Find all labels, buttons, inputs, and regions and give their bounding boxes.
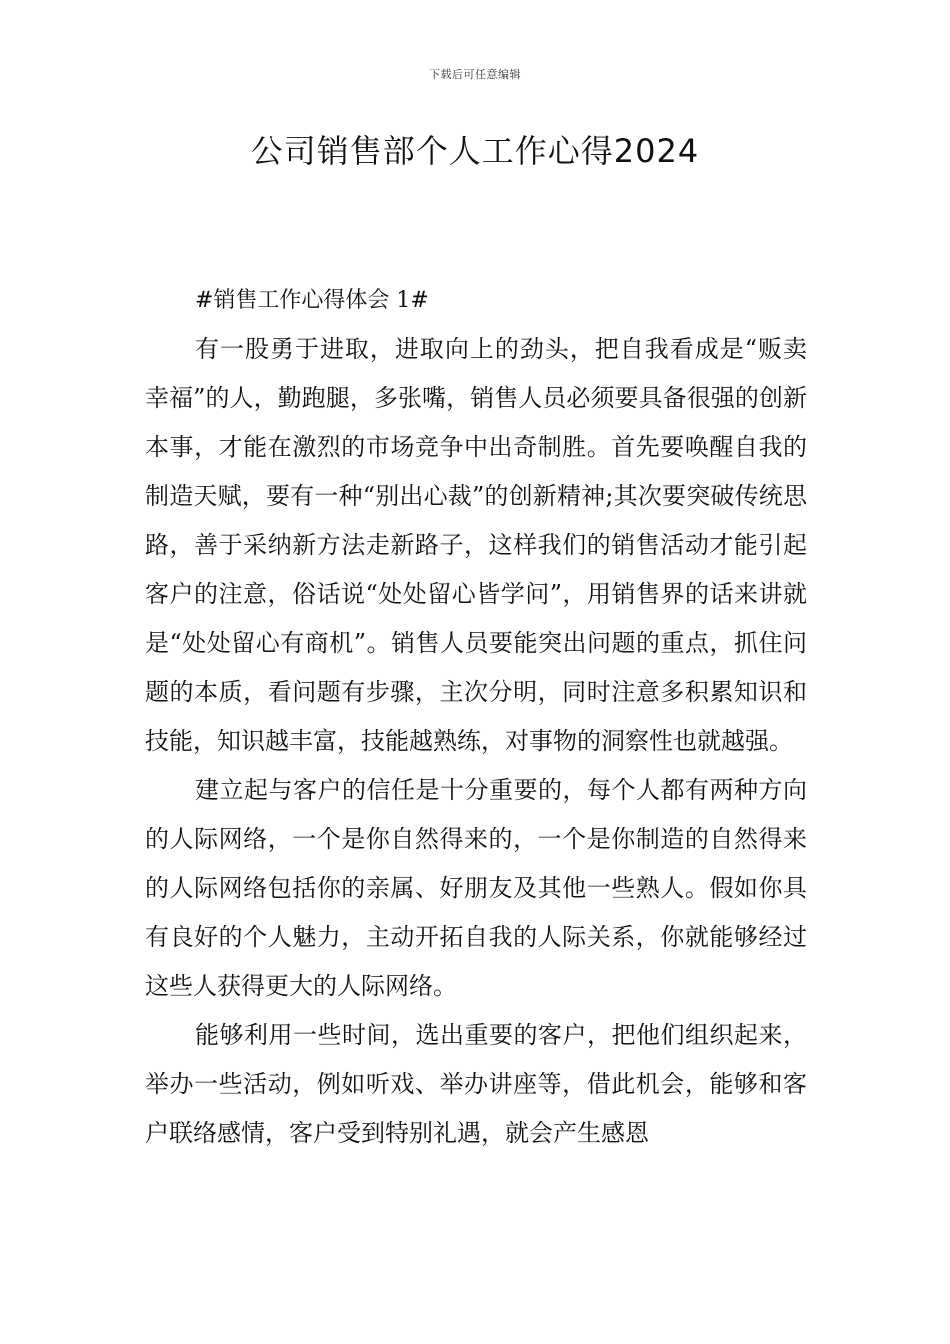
paragraph-1: 有一股勇于进取，进取向上的劲头，把自我看成是“贩卖幸福”的人，勤跑腿，多张嘴，销售人员必须要具备很强的创新本事，才能在激烈的市场竞争中出奇制胜。首先要唤醒自我的制造天赋，要有一种“别出心裁”的创新精神;其次要突破传统思路，善于采纳新方法走新路子，这样我们的销售活动才能引起客户的注意，俗话说“处处留心皆学问”，用销售界的话来讲就是“处处留心有商机”。销售人员要能突出问题的重点，抓住问题的本质，看问题有步骤，主次分明，同时注意多积累知识和技能，知识越丰富，技能越熟练，对事物的洞察性也就越强。 — [145, 335, 807, 755]
paragraph-2: 建立起与客户的信任是十分重要的，每个人都有两种方向的人际网络，一个是你自然得来的，一个是你制造的自然得来的人际网络包括你的亲属、好朋友及其他一些熟人。假如你具有良好的个人魅力，主动开拓自我的人际关系，你就能够经过这些人获得更大的人际网络。 — [145, 776, 807, 1000]
section-heading: #销售工作心得体会 1# — [195, 288, 429, 313]
document-body — [145, 276, 807, 1158]
document-title: 公司销售部个人工作心得2024 — [250, 132, 700, 170]
header-note: 下载后可任意编辑 — [429, 68, 521, 81]
paragraph-3: 能够利用一些时间，选出重要的客户，把他们组织起来，举办一些活动，例如听戏、举办讲座等，借此机会，能够和客户联络感情，客户受到特别礼遇，就会产生感恩 — [145, 1021, 807, 1147]
